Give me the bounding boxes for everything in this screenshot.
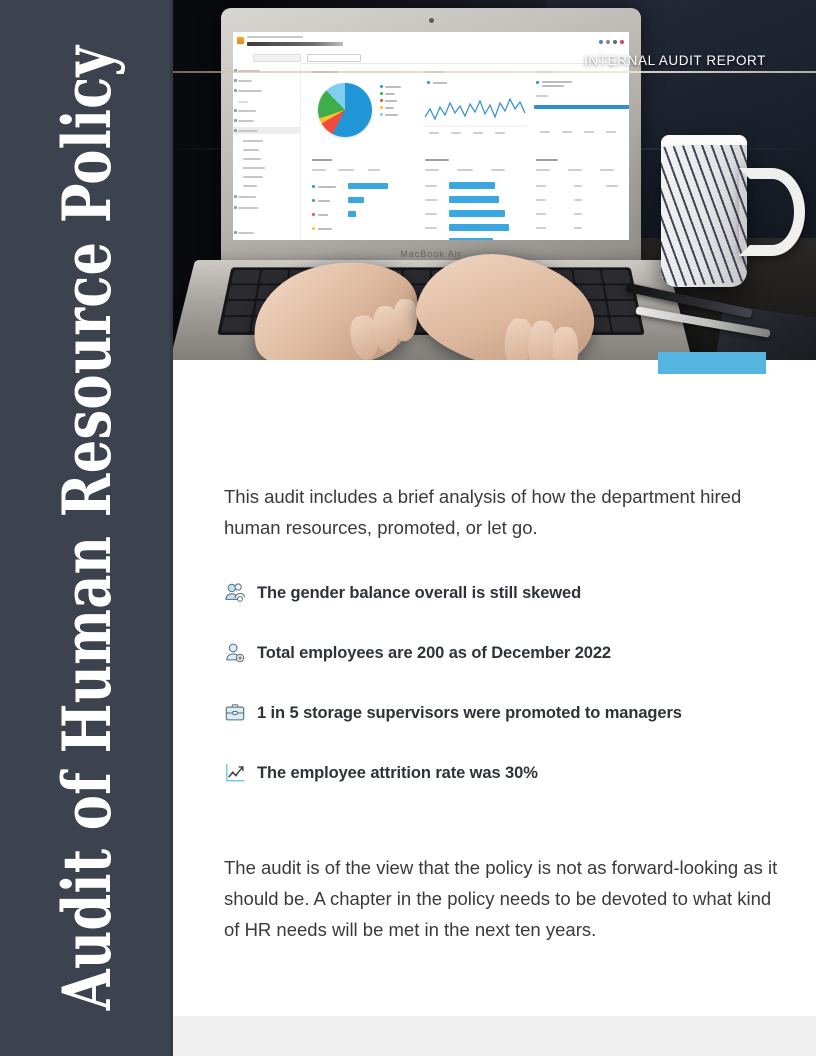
intro-paragraph: This audit includes a brief analysis of how the department hired human resources, promoted, or let go. xyxy=(224,485,742,538)
avatar xyxy=(620,40,624,44)
laptop xyxy=(221,8,641,360)
conversions-table xyxy=(534,157,625,236)
bell-icon xyxy=(599,40,603,44)
briefcase-icon xyxy=(224,701,246,725)
laptop-webcam-icon xyxy=(429,18,434,23)
list-item xyxy=(224,683,784,743)
pie-chart-panel xyxy=(308,69,415,152)
laptop-lid xyxy=(221,8,641,266)
group-users-icon xyxy=(224,581,246,605)
list-item xyxy=(224,623,784,683)
dashboard-title xyxy=(247,42,343,46)
acquisition-table xyxy=(308,157,415,236)
list-item-label: The gender balance overall is still skewed xyxy=(257,583,582,602)
closing-paragraph: The audit is of the view that the policy is not as forward-looking as it should be. A chapter in the policy needs to be devoted to what kind of HR needs will be met in the next ten years. xyxy=(224,856,778,940)
analytics-dashboard xyxy=(233,32,629,240)
list-item-label: The employee attrition rate was 30% xyxy=(257,763,538,782)
dashboard-toolbar-icons xyxy=(599,40,624,44)
footer-band xyxy=(173,1016,816,1056)
add-user-icon xyxy=(224,641,246,665)
coffee-mug xyxy=(661,135,747,287)
behaviour-table xyxy=(423,157,526,236)
dashboard-breadcrumb xyxy=(247,36,303,38)
sidebar xyxy=(0,0,173,1056)
line-chart-svg xyxy=(423,89,527,129)
dashboard-sidebar xyxy=(233,63,301,240)
page-title: Audit of Human Resource Policy xyxy=(47,45,126,1011)
header-label: INTERNAL AUDIT REPORT xyxy=(584,53,766,68)
accent-block xyxy=(658,352,766,374)
list-item xyxy=(224,563,784,623)
mug-rim xyxy=(661,135,747,145)
line-chart-panel xyxy=(423,69,526,152)
dashboard-topbar xyxy=(233,32,629,64)
list-item-label: 1 in 5 storage supervisors were promoted to managers xyxy=(257,703,682,722)
analytics-logo-icon xyxy=(237,37,244,44)
laptop-screen xyxy=(233,32,629,240)
sidebar-title-area xyxy=(0,0,173,1056)
help-icon xyxy=(613,40,617,44)
add-segment-button xyxy=(365,54,417,60)
grid-icon xyxy=(606,40,610,44)
campaign-panel xyxy=(534,69,625,152)
list-item-label: Total employees are 200 as of December 2022 xyxy=(257,643,612,662)
list-item xyxy=(224,743,784,803)
laptop-brand-label: MacBook Air xyxy=(400,249,462,259)
header-rule xyxy=(173,71,816,73)
content-area xyxy=(173,360,816,1056)
segment-select xyxy=(307,54,361,62)
mug-stripe-pattern xyxy=(661,140,747,287)
date-range-select xyxy=(253,54,301,62)
line-chart-icon xyxy=(224,761,246,785)
mug-handle xyxy=(739,168,805,256)
key-findings-list xyxy=(224,563,784,803)
pie-chart xyxy=(318,83,372,137)
